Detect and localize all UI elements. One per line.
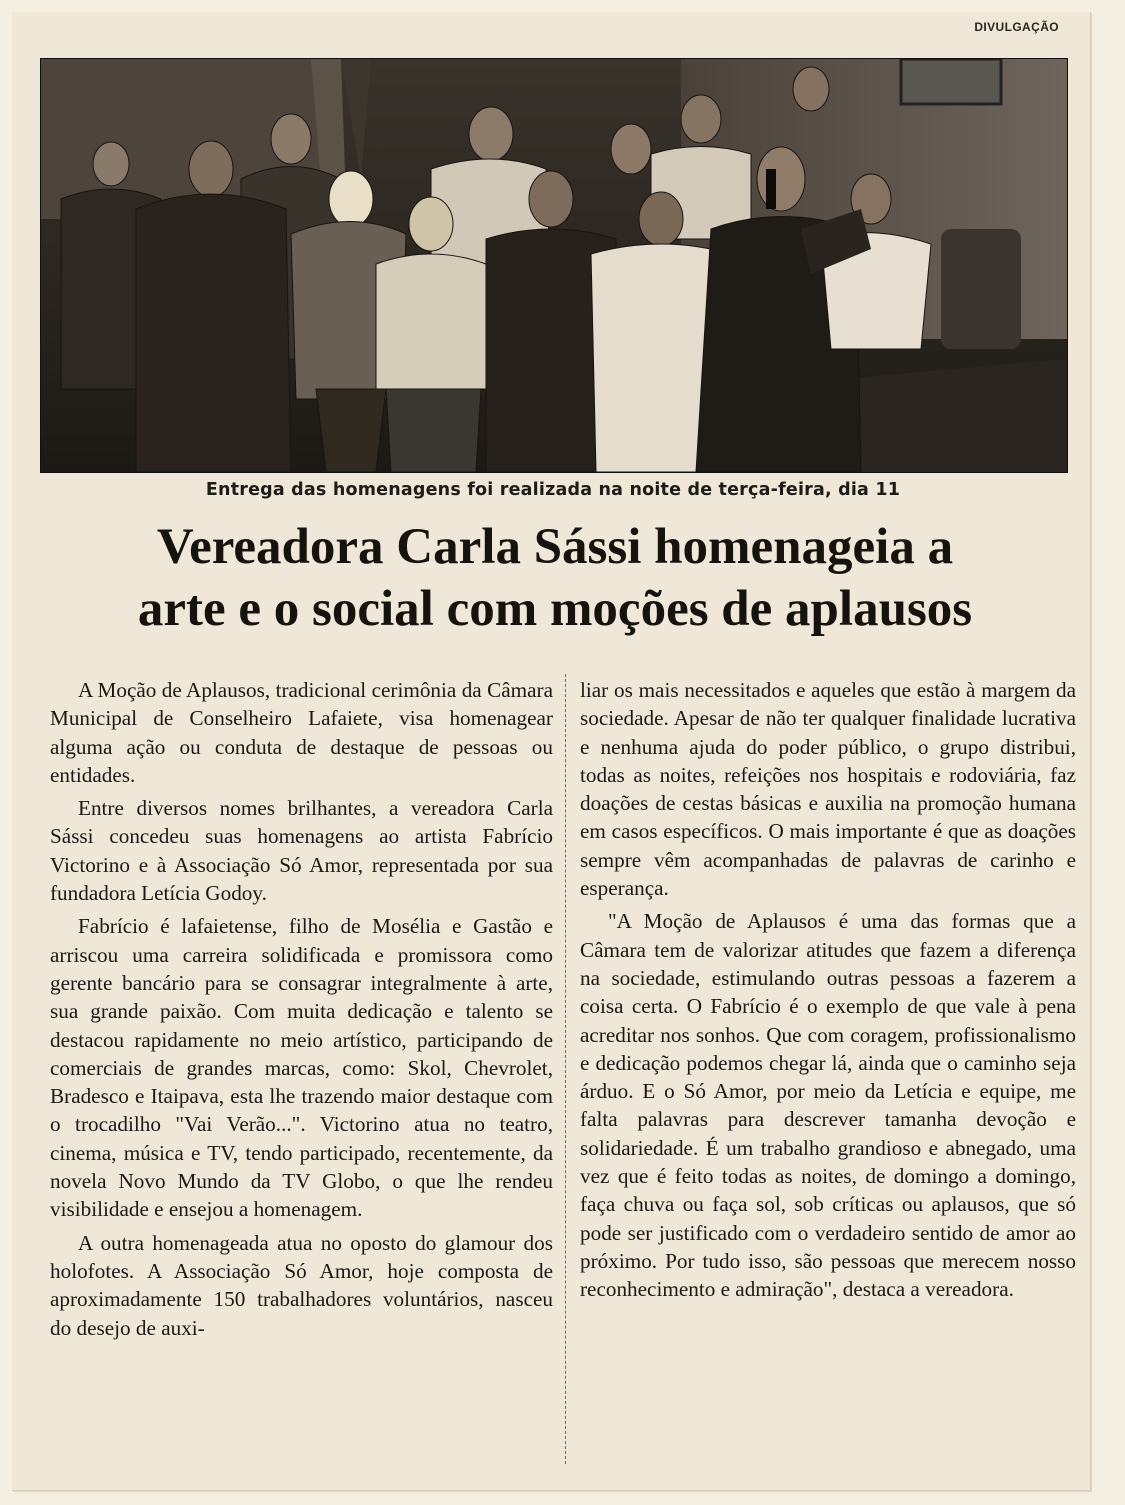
body-column-right [580,676,1076,1309]
article-photo [40,58,1068,473]
paragraph: liar os mais necessitados e aqueles que estão à margem da sociedade. Apesar de não ter qualquer finalidade lucrativa e nenhuma ajuda do poder público, o grupo distribui, todas as noites, refeições nos hospitais e rodoviária, faz doações de cestas básicas e auxilia na promoção humana em casos específicos. O mais importante é que as doações sempre vêm acompanhadas de palavras de carinho e esperança. [580,678,1076,901]
photo-caption: Entrega das homenagens foi realizada na noite de terça-feira, dia 11 [205,480,901,500]
headline-line-1: Vereadora Carla Sássi homenageia a [156,519,954,575]
body-column-left [50,676,553,1347]
article-headline [40,516,1070,640]
headline-line-2: arte e o social com moções de aplausos [137,581,973,637]
paragraph: Entre diversos nomes brilhantes, a vereadora Carla Sássi concedeu suas homenagens ao artista Fabrício Victorino e à Associação Só Amor, representada por sua fundadora Letícia Godoy. [50,796,553,906]
group-photo-icon [41,59,1067,472]
column-divider [565,674,566,1464]
paragraph: "A Moção de Aplausos é uma das formas que a Câmara tem de valorizar atitudes que fazem a diferença na sociedade, estimulando outras pessoas a fazerem a coisa certa. O Fabrício é o exemplo de que vale à pena acreditar nos sonhos. Que com coragem, profissionalismo e dedicação podemos chegar lá, ainda que o caminho seja árduo. E o Só Amor, por meio da Letícia e equipe, me falta palavras para descrever tamanha devoção e solidariedade. É um trabalho grandioso e abnegado, uma vez que é feito todas as noites, de domingo a domingo, faça chuva ou faça sol, sob críticas ou aplausos, que só pode ser justificado com o verdadeiro sentido de amor ao próximo. Por tudo isso, são pessoas que merecem nosso reconhecimento e admiração", destaca a vereadora. [580,909,1076,1302]
paragraph: Fabrício é lafaietense, filho de Mosélia e Gastão e arriscou uma carreira solidificada e promissora como gerente bancário para se consagrar integralmente à arte, sua grande paixão. Com muita dedicação e talento se destacou rapidamente no meio artístico, participando de comerciais de grandes marcas, como: Skol, Chevrolet, Bradesco e Itaipava, esta lhe trazendo maior destaque com o trocadilho "Vai Verão...". Victorino atua no teatro, cinema, música e TV, tendo participado, recentemente, da novela Novo Mundo da TV Globo, o que lhe rendeu visibilidade e ensejou a homenagem. [50,914,553,1222]
paragraph: A outra homenageada atua no oposto do glamour dos holofotes. A Associação Só Amor, hoje composta de aproximadamente 150 trabalhadores voluntários, nasceu do desejo de auxi- [50,1230,553,1340]
paragraph: A Moção de Aplausos, tradicional cerimônia da Câmara Municipal de Conselheiro Lafaiete, visa homenagear alguma ação ou conduta de destaque de pessoas ou entidades. [50,678,553,787]
photo-credit: DIVULGAÇÃO [974,20,1059,34]
